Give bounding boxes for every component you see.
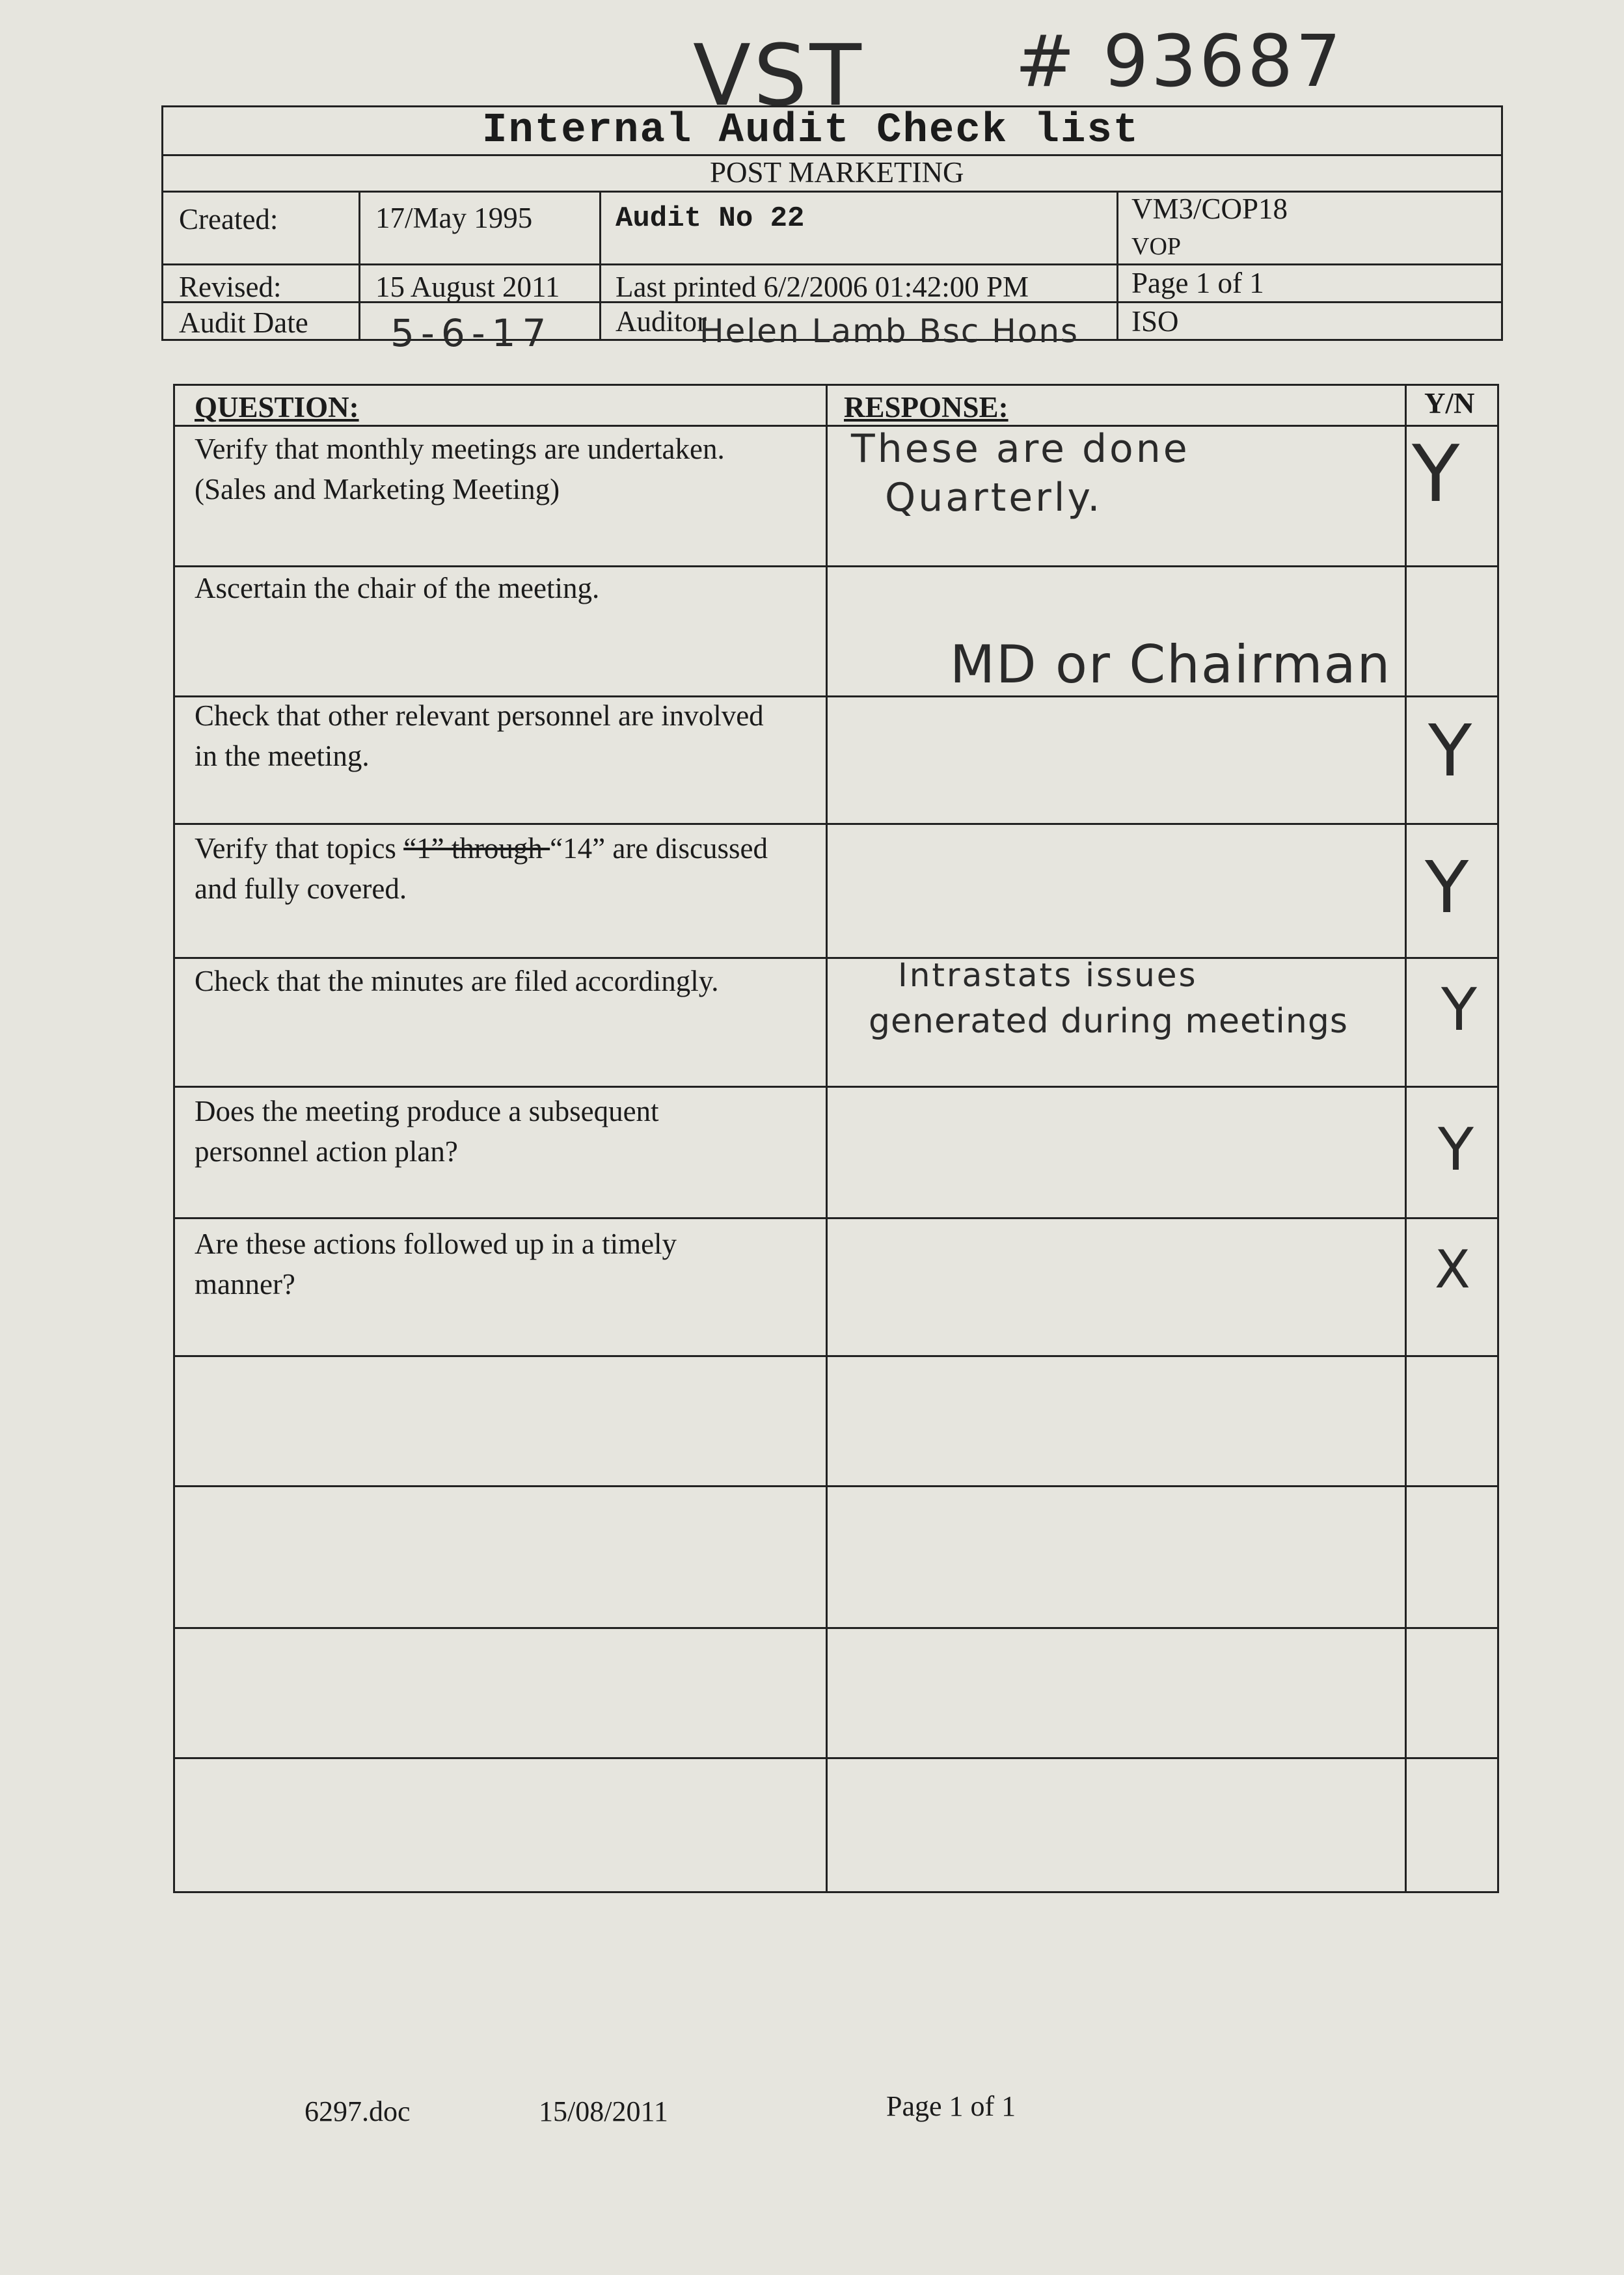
footer-page: Page 1 of 1 <box>886 2090 1016 2122</box>
response-5-line-2: generated during meetings <box>869 1002 1348 1041</box>
footer-filename: 6297.doc <box>304 2095 411 2127</box>
question-1: Verify that monthly meetings are undertaken. (Sales and Marketing Meeting) <box>195 433 725 505</box>
auditor-label: Auditor <box>616 305 707 338</box>
checklist-title: Internal Audit Check list <box>482 107 1140 154</box>
revised-value: 15 August 2011 <box>375 271 560 303</box>
handwritten-audit-date: 5-6-17 <box>390 311 553 355</box>
handwritten-vst: VST <box>693 26 864 125</box>
response-2: MD or Chairman <box>950 634 1392 695</box>
question-3: Check that other relevant personnel are involved in the meeting. <box>195 699 764 772</box>
audit-date-label: Audit Date <box>179 306 308 339</box>
response-5-line-1: Intrastats issues <box>898 956 1198 994</box>
yn-mark-1: Y <box>1412 429 1463 520</box>
handwritten-auditor-name: Helen Lamb Bsc Hons <box>699 312 1079 350</box>
question-7: Are these actions followed up in a timely manner? <box>195 1228 677 1300</box>
audit-number: Audit No 22 <box>616 202 805 235</box>
yn-mark-7: X <box>1435 1239 1473 1300</box>
question-2: Ascertain the chair of the meeting. <box>195 572 600 604</box>
handwritten-ref-number: # 93687 <box>1015 20 1344 103</box>
response-1-line-2: Quarterly. <box>885 475 1103 520</box>
created-label: Created: <box>179 203 278 236</box>
yn-mark-3: Y <box>1428 709 1475 792</box>
question-5: Check that the minutes are filed accordingly. <box>195 965 719 997</box>
header-page: Page 1 of 1 <box>1131 267 1264 299</box>
yn-mark-6: Y <box>1438 1116 1476 1184</box>
question-6: Does the meeting produce a subsequent personnel action plan? <box>195 1095 659 1168</box>
yn-mark-5: Y <box>1441 976 1480 1044</box>
revised-label: Revised: <box>179 271 282 303</box>
header-table <box>161 105 1503 341</box>
question-4: Verify that topics “1” through “14” are discussed and fully covered. <box>195 832 768 905</box>
last-printed: Last printed 6/2/2006 01:42:00 PM <box>616 271 1029 303</box>
response-column-header: RESPONSE: <box>844 391 1008 424</box>
iso-label: ISO <box>1131 305 1179 338</box>
yn-column-header: Y/N <box>1424 387 1475 420</box>
footer-date: 15/08/2011 <box>539 2095 668 2127</box>
response-1-line-1: These are done <box>851 426 1190 472</box>
question-column-header: QUESTION: <box>195 391 359 424</box>
reference-sub: VOP <box>1131 233 1182 260</box>
reference-code: VM3/COP18 <box>1131 193 1288 225</box>
checklist-table <box>173 384 1499 1893</box>
section-subtitle: POST MARKETING <box>710 156 964 189</box>
created-value: 17/May 1995 <box>375 202 533 234</box>
yn-mark-4: Y <box>1425 846 1472 929</box>
